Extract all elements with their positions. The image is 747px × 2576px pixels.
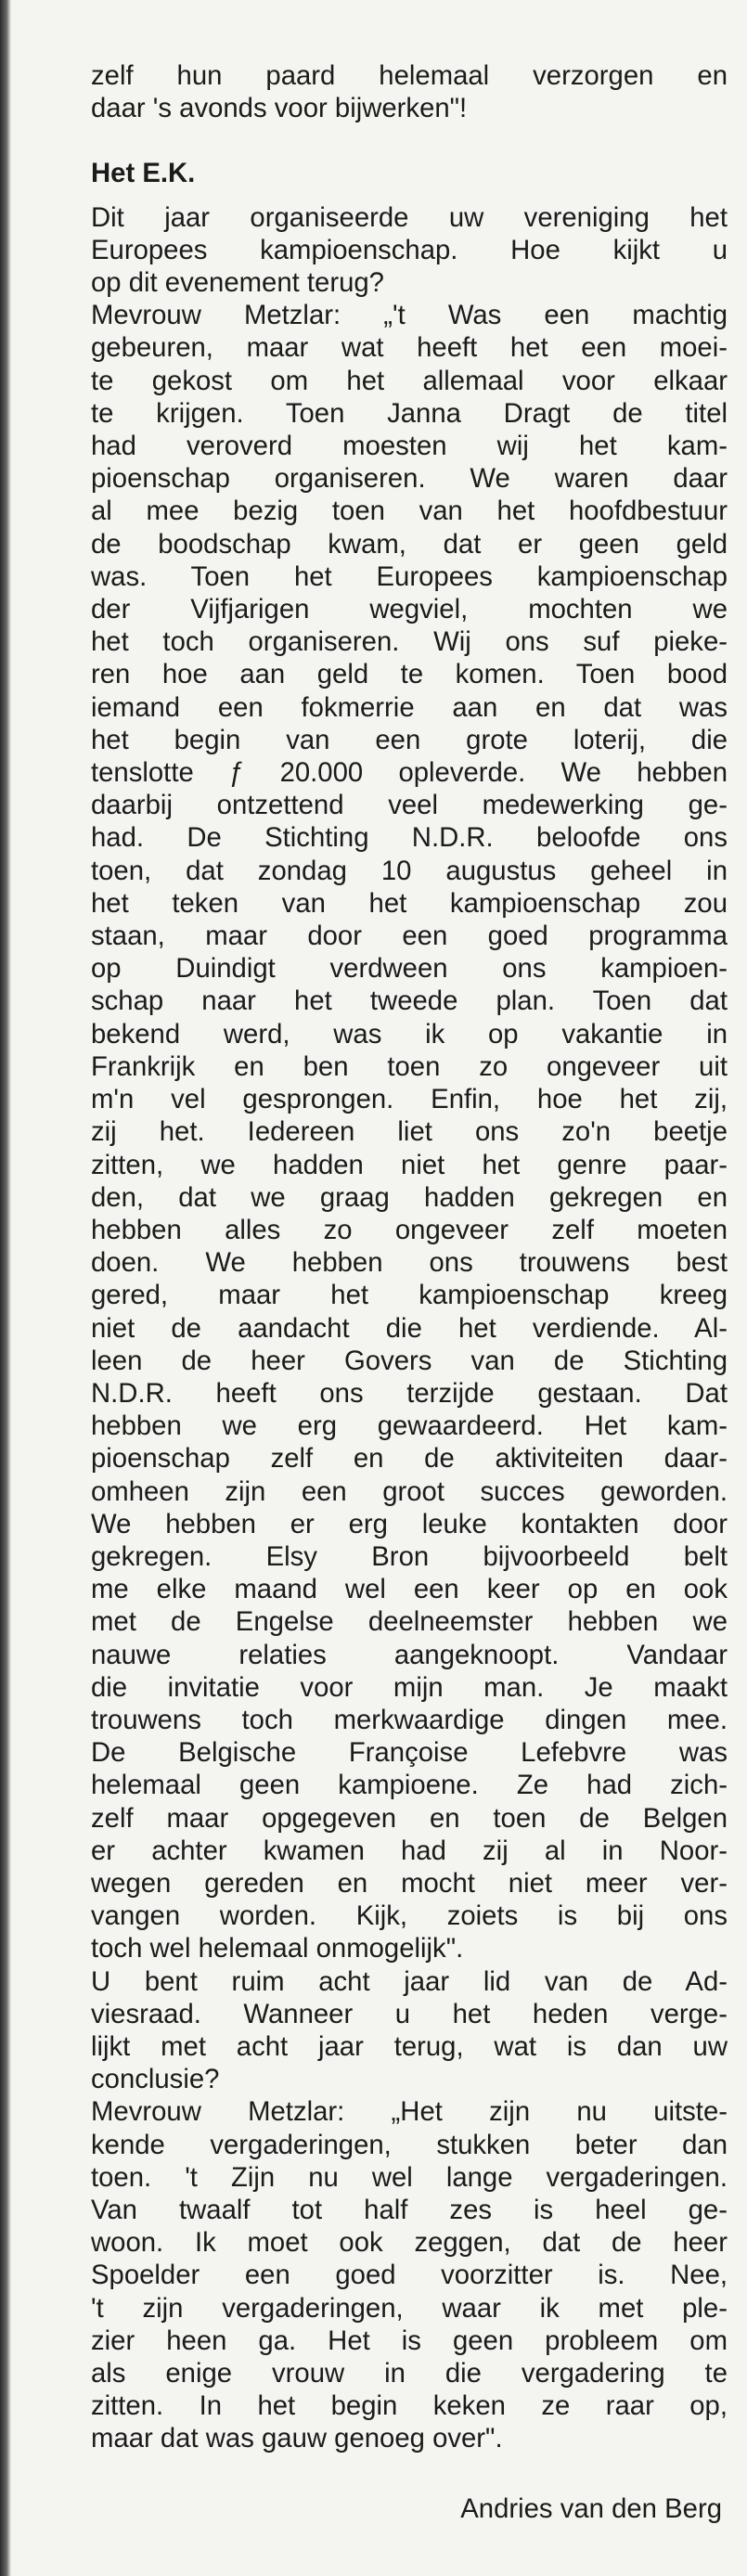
text-line: tenslotte ƒ 20.000 opleverde. We hebben (91, 757, 728, 789)
text-line: kende vergaderingen, stukken beter dan (91, 2129, 728, 2160)
text-line: Dit jaar organiseerde uw vereniging het (91, 201, 728, 233)
text-line: nauwe relaties aangeknoopt. Vandaar (91, 1639, 728, 1670)
text-line: N.D.R. heeft ons terzijde gestaan. Dat (91, 1377, 728, 1409)
text-line: op dit evenement terug? (91, 267, 384, 299)
text-line: zelf maar opgegeven en toen de Belgen (91, 1802, 728, 1834)
text-line: het teken van het kampioenschap zou (91, 887, 728, 919)
text-line: toen. 't Zijn nu wel lange vergaderingen. (91, 2161, 728, 2193)
text-line: het toch organiseren. Wij ons suf pieke- (91, 626, 728, 658)
text-line: den, dat we graag hadden gekregen en (91, 1181, 728, 1213)
text-line: We hebben er erg leuke kontakten door (91, 1508, 728, 1539)
text-line: zitten, we hadden niet het genre paar- (91, 1149, 728, 1180)
text-line: ren hoe aan geld te komen. Toen bood (91, 659, 728, 690)
text-line: gered, maar het kampioenschap kreeg (91, 1280, 728, 1311)
section-heading: Het E.K. (91, 158, 196, 189)
text-line: te gekost om het allemaal voor elkaar (91, 365, 728, 396)
text-line: schap naar het tweede plan. Toen dat (91, 985, 728, 1017)
text-line: gekregen. Elsy Bron bijvoorbeeld belt (91, 1540, 728, 1572)
text-line: maar dat was gauw genoeg over". (91, 2423, 503, 2454)
article-column (91, 59, 728, 2525)
text-line: der Vijfjarigen wegviel, mochten we (91, 594, 728, 625)
text-line: als enige vrouw in die vergadering te (91, 2358, 728, 2389)
text-line: Europees kampioenschap. Hoe kijkt u (91, 234, 728, 265)
text-line: zelf hun paard helemaal verzorgen en (91, 60, 728, 91)
paragraph-gap (91, 124, 728, 157)
scan-edge-shadow (0, 0, 11, 2576)
text-line: 't zijn vergaderingen, waar ik met ple- (91, 2292, 728, 2324)
text-line: pioenschap zelf en de aktiviteiten daar- (91, 1443, 728, 1475)
text-line: zitten. In het begin keken ze raar op, (91, 2390, 728, 2422)
text-line: woon. Ik moet ook zeggen, dat de heer (91, 2227, 728, 2259)
text-line: zij het. Iedereen liet ons zo'n beetje (91, 1116, 728, 1148)
text-line: de boodschap kwam, dat er geen geld (91, 528, 728, 560)
article-body (91, 201, 728, 2455)
text-line: met de Engelse deelneemster hebben we (91, 1606, 728, 1638)
text-line: er achter kwamen had zij al in Noor- (91, 1835, 728, 1866)
author-signature: Andries van den Berg (460, 2492, 722, 2524)
paragraph-gap (91, 190, 728, 201)
text-line: die invitatie voor mijn man. Je maakt (91, 1671, 728, 1703)
text-line: U bent ruim acht jaar lid van de Ad- (91, 1965, 728, 1997)
text-line: was. Toen het Europees kampioenschap (91, 560, 728, 592)
text-line: iemand een fokmerrie aan en dat was (91, 691, 728, 723)
intro-paragraph (91, 59, 728, 124)
text-line: toen, dat zondag 10 augustus geheel in (91, 855, 728, 886)
text-line: zier heen ga. Het is geen probleem om (91, 2325, 728, 2356)
paragraph-gap (91, 2455, 728, 2492)
text-line: te krijgen. Toen Janna Dragt de titel (91, 397, 728, 429)
text-line: had veroverd moesten wij het kam- (91, 431, 728, 462)
text-line: m'n vel gesprongen. Enfin, hoe het zij, (91, 1084, 728, 1115)
text-line: hebben we erg gewaardeerd. Het kam- (91, 1410, 728, 1442)
text-line: al mee bezig toen van het hoofdbestuur (91, 496, 728, 527)
text-line: conclusie? (91, 2064, 220, 2095)
text-line: toch wel helemaal onmogelijk". (91, 1933, 464, 1964)
text-line: op Duindigt verdween ons kampioen- (91, 953, 728, 985)
text-line: Van twaalf tot half zes is heel ge- (91, 2195, 728, 2225)
text-line: niet de aandacht die het verdiende. Al- (91, 1312, 728, 1344)
text-line: daarbij ontzettend veel medewerking ge- (91, 790, 728, 821)
text-line: me elke maand wel een keer op en ook (91, 1574, 728, 1605)
text-line: hebben alles zo ongeveer zelf moeten (91, 1214, 728, 1245)
text-line: leen de heer Govers van de Stichting (91, 1345, 728, 1376)
text-line: staan, maar door een goed programma (91, 921, 728, 952)
text-line: Mevrouw Metzlar: „'t Was een machtig (91, 300, 728, 331)
text-line: Spoelder een goed voorzitter is. Nee, (91, 2260, 728, 2291)
text-line: het begin van een grote loterij, die (91, 724, 728, 755)
text-line: doen. We hebben ons trouwens best (91, 1247, 728, 1279)
text-line: bekend werd, was ik op vakantie in (91, 1018, 728, 1050)
text-line: had. De Stichting N.D.R. beloofde ons (91, 822, 728, 854)
text-line: Mevrouw Metzlar: „Het zijn nu uitste- (91, 2096, 728, 2128)
text-line: De Belgische Françoise Lefebvre was (91, 1737, 728, 1769)
text-line: gebeuren, maar wat heeft het een moei- (91, 332, 728, 364)
text-line: wegen gereden en mocht niet meer ver- (91, 1867, 728, 1899)
text-line: omheen zijn een groot succes geworden. (91, 1475, 728, 1507)
text-line: helemaal geen kampioene. Ze had zich- (91, 1770, 728, 1801)
text-line: daar 's avonds voor bijwerken"! (91, 93, 468, 124)
text-line: vangen worden. Kijk, zoiets is bij ons (91, 1900, 728, 1932)
text-line: Frankrijk en ben toen zo ongeveer uit (91, 1050, 728, 1082)
text-line: trouwens toch merkwaardige dingen mee. (91, 1704, 728, 1735)
text-line: lijkt met acht jaar terug, wat is dan uw (91, 2030, 728, 2062)
text-line: pioenschap organiseren. We waren daar (91, 463, 728, 495)
text-line: viesraad. Wanneer u het heden verge- (91, 1998, 728, 2029)
